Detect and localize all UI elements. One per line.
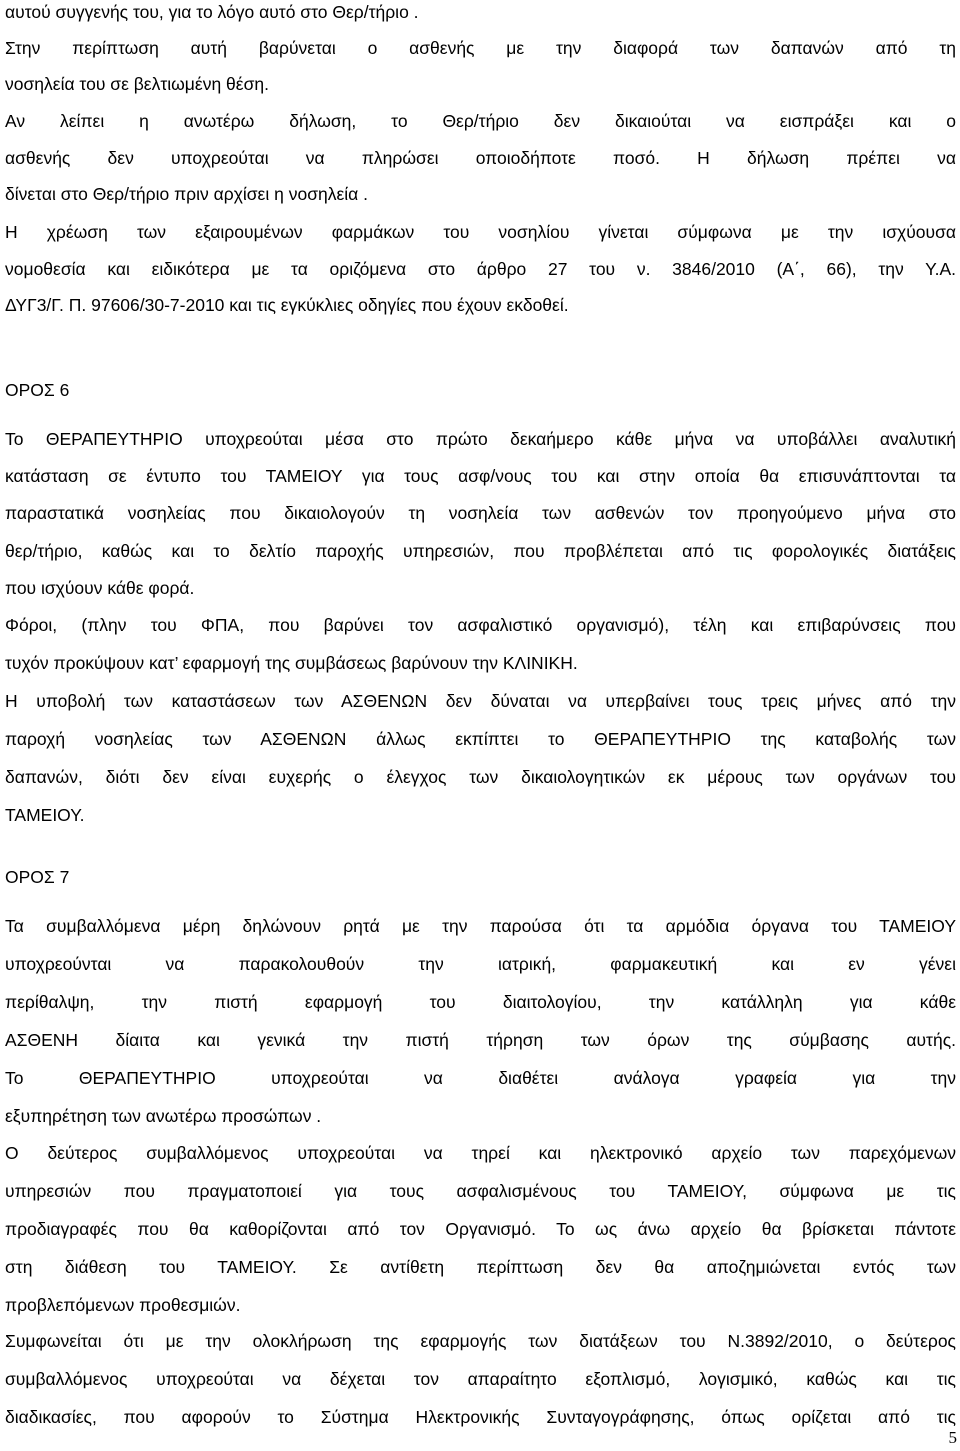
text-line: τυχόν προκύψουν κατ’ εφαρμογή της συμβάσεως βαρύνουν την ΚΛΙΝΙΚΗ. (5, 653, 578, 673)
text-line: Στην περίπτωση αυτή βαρύνεται ο ασθενής με την διαφορά των δαπανών από τη (5, 38, 956, 58)
text-line: υποχρεούνται να παρακολουθούν την ιατρική, φαρμακευτική και εν γένει (5, 954, 956, 974)
text-line: στη διάθεση του ΤΑΜΕΙΟΥ. Σε αντίθετη περίπτωση δεν θα αποζημιώνεται εντός των (5, 1257, 956, 1277)
text-line: ΔΥΓ3/Γ. Π. 97606/30-7-2010 και τις εγκύκλιες οδηγίες που έχουν εκδοθεί. (5, 295, 569, 315)
text-line: κατάσταση σε έντυπο του ΤΑΜΕΙΟΥ για τους ασφ/νους του και στην οποία θα επισυνάπτονται τα (5, 466, 956, 486)
text-line: διαδικασίες, που αφορούν το Σύστημα Ηλεκτρονικής Συνταγογράφησης, όπως ορίζεται από τις (5, 1407, 956, 1427)
text-line: ασθενής δεν υποχρεούται να πληρώσει οποιοδήποτε ποσό. Η δήλωση πρέπει να (5, 148, 956, 168)
text-line: εξυπηρέτηση των ανωτέρω προσώπων . (5, 1106, 322, 1126)
text-line: δαπανών, διότι δεν είναι ευχερής ο έλεγχος των δικαιολογητικών εκ μέρους των οργάνων του (5, 767, 956, 787)
text-line: παροχή νοσηλείας των ΑΣΘΕΝΩΝ άλλως εκπίπτει το ΘΕΡΑΠΕΥΤΗΡΙΟ της καταβολής των (5, 729, 956, 749)
text-line: Το ΘΕΡΑΠΕΥΤΗΡΙΟ υποχρεούται μέσα στο πρώτο δεκαήμερο κάθε μήνα να υποβάλλει αναλυτική (5, 429, 956, 449)
text-line: συμβαλλόμενος υποχρεούται να δέχεται τον απαραίτητο εξοπλισμό, λογισμικό, καθώς και τις (5, 1369, 956, 1389)
text-line: νοσηλεία του σε βελτιωμένη θέση. (5, 74, 269, 94)
text-line: Φόροι, (πλην του ΦΠΑ, που βαρύνει τον ασφαλιστικό οργανισμό), τέλη και επιβαρύνσεις που (5, 615, 956, 635)
text-line: περίθαλψη, την πιστή εφαρμογή του διαιτολογίου, την κατάλληλη για κάθε (5, 992, 956, 1012)
section-heading: ΟΡΟΣ 6 (5, 380, 70, 400)
text-line: θερ/τήριο, καθώς και το δελτίο παροχής υπηρεσιών, που προβλέπεται από τις φορολογικές διατάξεις (5, 541, 956, 561)
text-line: προδιαγραφές που θα καθορίζονται από τον Οργανισμό. Το ως άνω αρχείο θα βρίσκεται πάντοτε (5, 1219, 956, 1239)
text-line: ΑΣΘΕΝΗ δίαιτα και γενικά την πιστή τήρηση των όρων της σύμβασης αυτής. (5, 1030, 956, 1050)
text-line: Τα συμβαλλόμενα μέρη δηλώνουν ρητά με την παρούσα ότι τα αρμόδια όργανα του ΤΑΜΕΙΟΥ (5, 916, 956, 936)
text-line: δίνεται στο Θερ/τήριο πριν αρχίσει η νοσηλεία . (5, 184, 369, 204)
text-line: νομοθεσία και ειδικότερα με τα οριζόμενα στο άρθρο 27 του ν. 3846/2010 (Α΄, 66), την Υ.Α. (5, 259, 956, 279)
text-line: αυτού συγγενής του, για το λόγο αυτό στο Θερ/τήριο . (5, 2, 419, 22)
text-line: Ο δεύτερος συμβαλλόμενος υποχρεούται να τηρεί και ηλεκτρονικό αρχείο των παρεχόμενων (5, 1143, 956, 1163)
page-number: 5 (948, 1428, 957, 1447)
text-line: Αν λείπει η ανωτέρω δήλωση, το Θερ/τήριο δεν δικαιούται να εισπράξει και ο (5, 111, 956, 131)
text-line: παραστατικά νοσηλείας που δικαιολογούν τη νοσηλεία των ασθενών τον προηγούμενο μήνα στο (5, 503, 956, 523)
text-line: προβλεπόμενων προθεσμιών. (5, 1295, 241, 1315)
text-line: Η χρέωση των εξαιρουμένων φαρμάκων του νοσηλίου γίνεται σύμφωνα με την ισχύουσα (5, 222, 956, 242)
text-line: υπηρεσιών που πραγματοποιεί για τους ασφαλισμένους του ΤΑΜΕΙΟΥ, σύμφωνα με τις (5, 1181, 956, 1201)
text-line: Το ΘΕΡΑΠΕΥΤΗΡΙΟ υποχρεούται να διαθέτει ανάλογα γραφεία για την (5, 1068, 956, 1088)
text-line: Η υποβολή των καταστάσεων των ΑΣΘΕΝΩΝ δεν δύναται να υπερβαίνει τους τρεις μήνες από την (5, 691, 956, 711)
text-line: Συμφωνείται ότι με την ολοκλήρωση της εφαρμογής των διατάξεων του Ν.3892/2010, ο δεύτερος (5, 1331, 956, 1351)
text-line: που ισχύουν κάθε φορά. (5, 578, 195, 598)
text-line: ΤΑΜΕΙΟΥ. (5, 805, 85, 825)
section-heading: ΟΡΟΣ 7 (5, 867, 70, 887)
